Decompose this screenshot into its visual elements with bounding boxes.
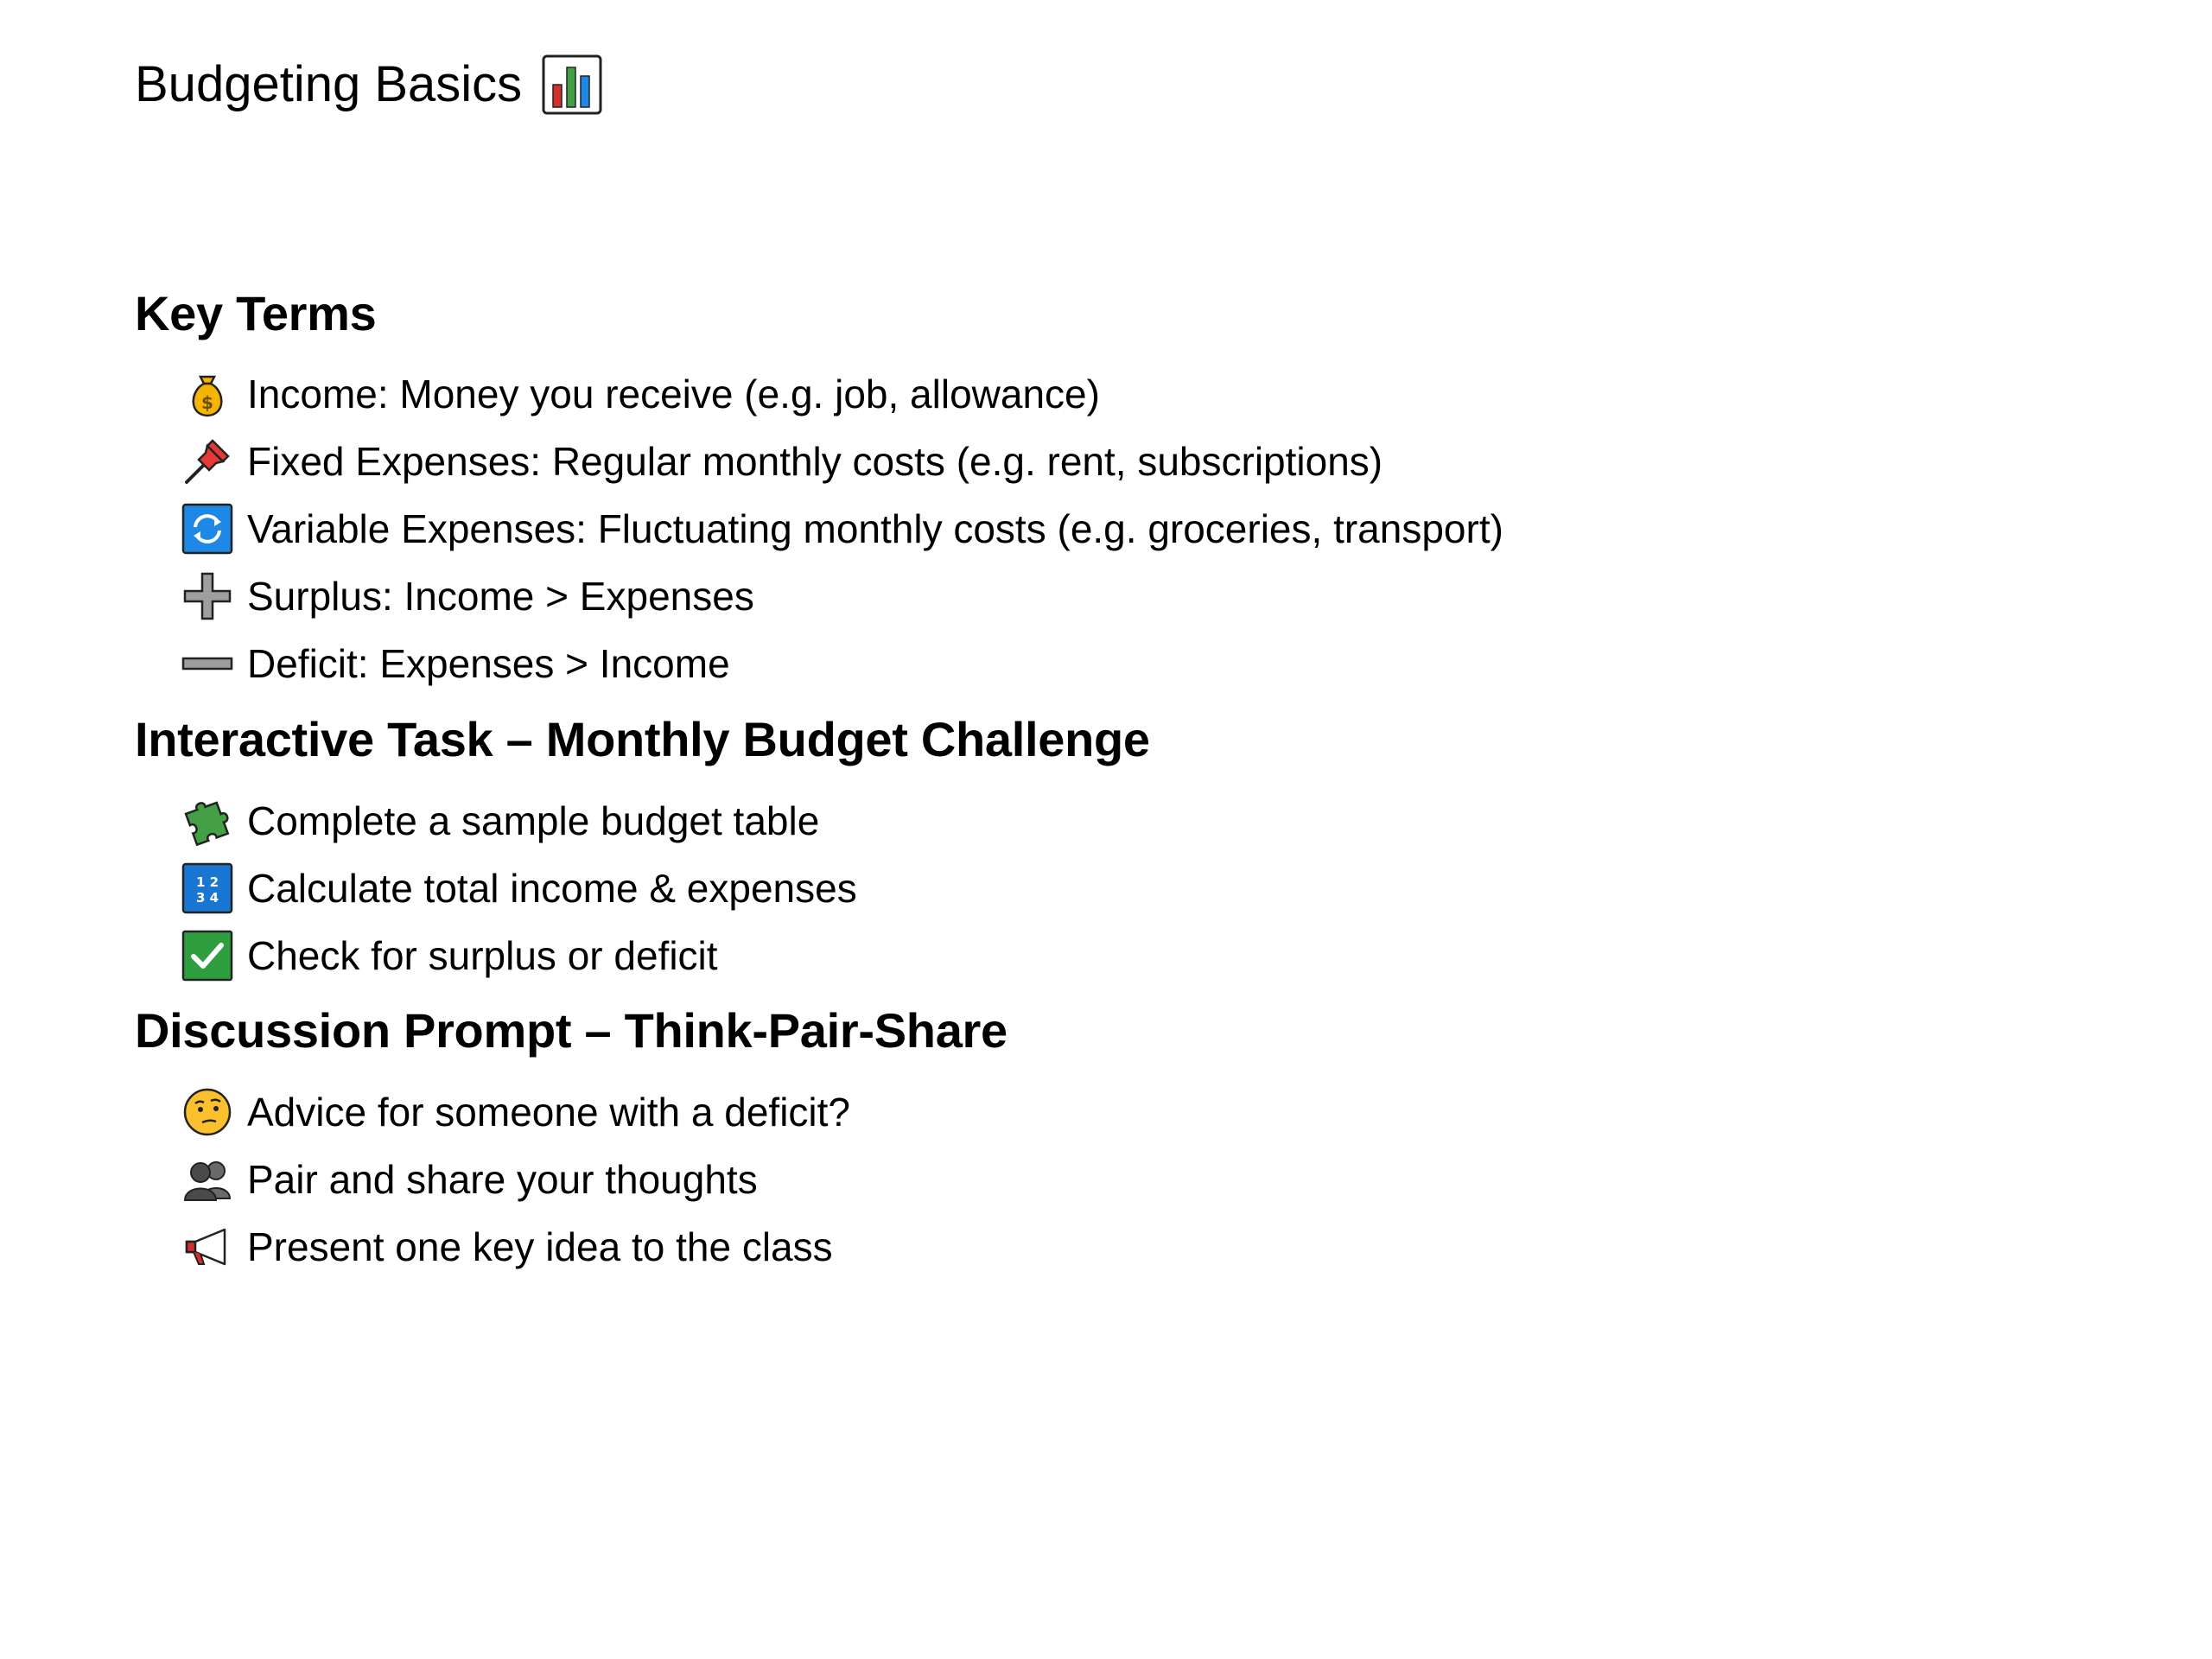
two-people-icon (181, 1154, 233, 1205)
list-item-label: Income: Money you receive (e.g. job, allowance) (247, 372, 1100, 416)
section-heading-interactive-task: Interactive Task – Monthly Budget Challenge (135, 712, 1150, 766)
input-numbers-icon (181, 862, 233, 914)
minus-icon (181, 638, 233, 690)
section-heading-key-terms: Key Terms (135, 286, 377, 340)
loudspeaker-icon (181, 1221, 233, 1273)
refresh-arrows-icon (181, 503, 233, 555)
section-heading-discussion-prompt: Discussion Prompt – Think-Pair-Share (135, 1003, 1007, 1058)
list-item-check (181, 922, 857, 989)
discussion-list (181, 1078, 850, 1281)
svg-text:$: $ (201, 392, 213, 413)
list-item-label: Check for surplus or deficit (247, 933, 718, 978)
list-item-income (181, 360, 1503, 428)
check-mark-icon (181, 930, 233, 982)
key-terms-list (181, 360, 1503, 697)
list-item-label: Calculate total income & expenses (247, 866, 857, 911)
list-item-label: Pair and share your thoughts (247, 1157, 758, 1202)
list-item-label: Present one key idea to the class (247, 1224, 833, 1269)
list-item-label: Variable Expenses: Fluctuating monthly costs (e.g. groceries, transport) (247, 506, 1503, 551)
list-item-fixed-expenses (181, 428, 1503, 495)
pushpin-icon (181, 435, 233, 487)
page-title (135, 54, 603, 116)
plus-icon (181, 570, 233, 622)
list-item-label: Complete a sample budget table (247, 798, 820, 843)
list-item-label: Surplus: Income > Expenses (247, 574, 754, 619)
bar-chart-icon (541, 54, 603, 116)
list-item-label: Deficit: Expenses > Income (247, 641, 730, 686)
list-item-complete-table (181, 787, 857, 855)
list-item-label: Advice for someone with a deficit? (247, 1090, 851, 1135)
list-item-calculate (181, 855, 857, 922)
list-item-pair-share (181, 1146, 850, 1213)
svg-text:1 2: 1 2 (195, 874, 219, 890)
page-title-text: Budgeting Basics (135, 56, 523, 112)
interactive-task-list (181, 787, 857, 989)
thinking-face-icon (181, 1086, 233, 1138)
svg-text:3 4: 3 4 (195, 890, 219, 906)
puzzle-piece-icon (181, 795, 233, 847)
list-item-deficit (181, 630, 1503, 697)
list-item-surplus (181, 563, 1503, 630)
list-item-label: Fixed Expenses: Regular monthly costs (e.g. rent, subscriptions) (247, 439, 1383, 484)
list-item-advice (181, 1078, 850, 1146)
money-bag-icon (181, 368, 233, 420)
list-item-present (181, 1213, 850, 1281)
list-item-variable-expenses (181, 495, 1503, 563)
